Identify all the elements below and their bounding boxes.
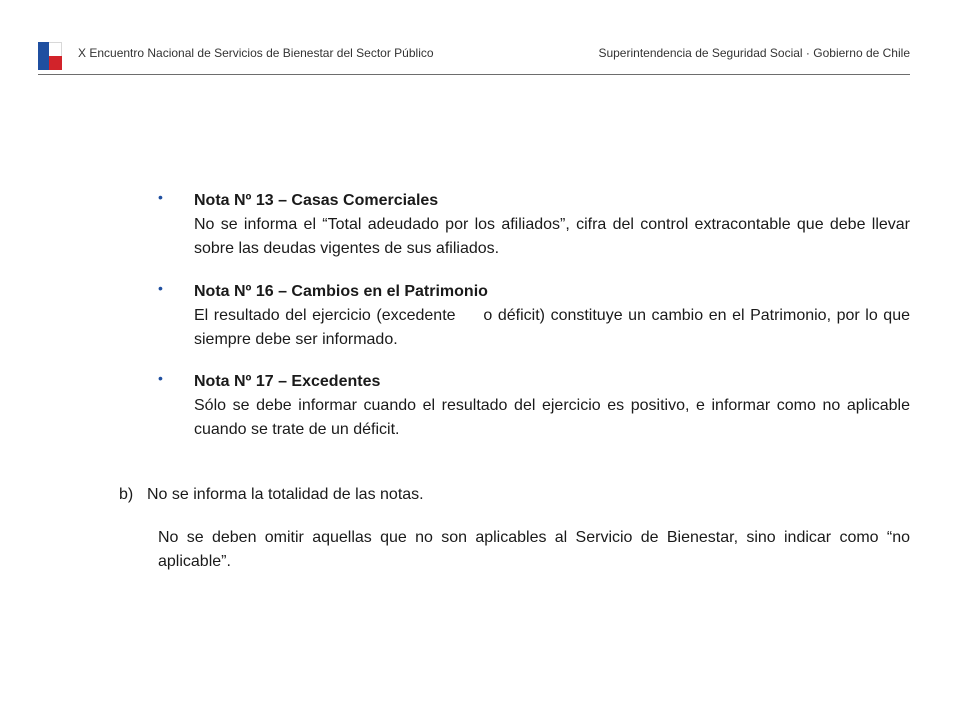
flag-right-part — [49, 42, 62, 70]
flag-blue-stripe — [38, 42, 49, 70]
bullet-marker: • — [158, 370, 163, 386]
note-body: El resultado del ejercicio (excedente o déficit) constituye un cambio en el Patrimonio, por lo que siempre debe ser informado. — [194, 307, 915, 348]
header-event-title: X Encuentro Nacional de Servicios de Bienestar del Sector Público — [78, 46, 434, 60]
note-title: Nota Nº 17 – Excedentes — [194, 373, 381, 390]
note-body: No se informa el “Total adeudado por los afiliados”, cifra del control extracontable que debe llevar sobre las deudas vigentes de sus afiliados. — [194, 216, 910, 257]
slide-header — [38, 40, 910, 76]
item-b — [119, 483, 424, 507]
note-title: Nota Nº 16 – Cambios en el Patrimonio — [194, 283, 488, 300]
item-b-text: No se informa la totalidad de las notas. — [147, 486, 424, 503]
bullet-marker: • — [158, 189, 163, 205]
item-b-paragraph: No se deben omitir aquellas que no son aplicables al Servicio de Bienestar, sino indicar como “no aplicable”. — [158, 529, 910, 570]
note-body: Sólo se debe informar cuando el resultado del ejercicio es positivo, e informar como no aplicable cuando se trate de un déficit. — [194, 397, 910, 438]
bullet-marker: • — [158, 280, 163, 296]
header-divider — [38, 74, 910, 75]
header-organization: Superintendencia de Seguridad Social · Gobierno de Chile — [598, 46, 910, 60]
flag-red-stripe — [49, 56, 62, 70]
item-b-label: b) — [119, 486, 134, 503]
note-title: Nota Nº 13 – Casas Comerciales — [194, 192, 439, 209]
flag-white-stripe — [49, 42, 62, 56]
chile-flag-logo — [38, 42, 62, 70]
